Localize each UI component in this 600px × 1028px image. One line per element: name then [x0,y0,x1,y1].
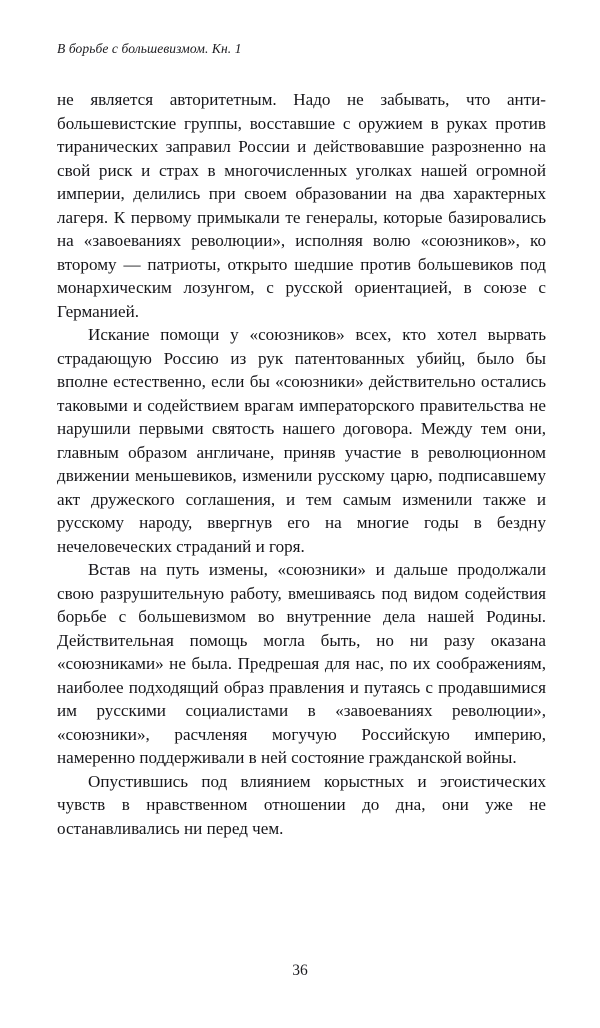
paragraph: Искание помощи у «союзников» всех, кто хотел вырвать страдающую Россию из рук патентованных убийц, было бы вполне естественно, если бы «союзники» действительно остались таковыми и содействием врагам императорского правительства не нарушили первыми святость нашего договора. Между тем они, главным образом англичане, приняв участие в революционном движении меньшевиков, изменили русскому царю, подписавшему акт дружеского соглашения, и тем самым изменили также и русскому народу, ввергнув его на многие годы в бездну нечеловеческих страданий и горя. [57,325,546,556]
body-text-block [57,88,546,840]
running-head: В борьбе с большевизмом. Кн. 1 [57,41,242,56]
paragraph: Встав на путь измены, «союзники» и дальше продолжали свою разрушительную работу, вмешиваясь под видом содействия борьбе с большевизмом во внутренние дела нашей Родины. Действительная помощь могла быть, но ни разу оказана «союзниками» не была. Предрешая для нас, по их соображениям, наиболее подходящий образ правления и путаясь с продавшимися им русскими социалистами в «завоеваниях революции», «союзники», расчленяя могучую Российскую империю, намеренно поддерживали в ней состояние гражданской войны. [57,560,546,767]
page-number: 36 [292,962,308,979]
paragraph: не является авторитетным. Надо не забывать, что анти-большевистские группы, восставшие с оружием в руках против тиранических заправил России и действовавшие разрозненно на свой риск и страх в многочисленных уголках нашей огромной империи, делились при своем образовании на два характерных лагеря. К первому примыкали те генералы, которые базировались на «завоеваниях революции», исполняя волю «союзников», ко второму — патриоты, открыто шедшие против большевиков под монархическим лозунгом, с русской ориентацией, в союзе с Германией. [57,90,546,321]
paragraph: Опустившись под влиянием корыстных и эгоистических чувств в нравственном отношении до дна, они уже не останавливались ни перед чем. [57,771,546,838]
